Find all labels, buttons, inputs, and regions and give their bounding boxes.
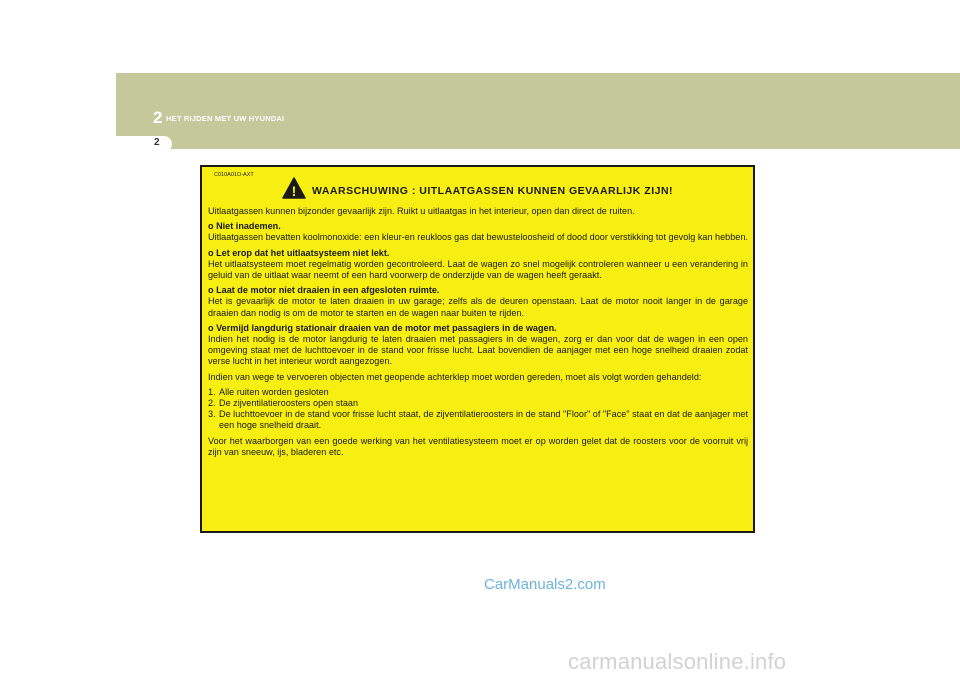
warning-bullet — [208, 221, 748, 243]
page-number-tab — [116, 136, 172, 152]
transport-steps — [208, 387, 748, 432]
warning-icon-glyph: ! — [291, 183, 297, 199]
chapter-number: 2 — [153, 108, 163, 127]
warning-bullet — [208, 248, 748, 282]
page-number: 2 — [154, 137, 160, 148]
step-text: Alle ruiten worden gesloten — [219, 386, 329, 397]
warning-bullet-heading: o Laat de motor niet draaien in een afgesloten ruimte. — [208, 285, 440, 296]
warning-bullet-heading: o Vermijd langdurig stationair draaien van de motor met passagiers in de wagen. — [208, 322, 557, 333]
warning-bullet-text: Uitlaatgassen bevatten koolmonoxide: een kleur-en reukloos gas dat bewusteloosheid of dood door verstikking tot gevolg kan hebben. — [208, 232, 748, 243]
transport-intro: Indien van wege te vervoeren objecten met geopende achterklep moet worden gereden, moet als volgt worden gehandeld: — [208, 371, 702, 382]
warning-title: WAARSCHUWING : UITLAATGASSEN KUNNEN GEVAARLIJK ZIJN! — [312, 185, 674, 197]
warning-bullet-heading: o Niet inademen. — [208, 221, 281, 232]
step-number: 1. — [208, 386, 216, 397]
step-text: De zijventilatieroosters open staan — [219, 398, 359, 409]
step-text: De luchttoevoer in de stand voor frisse lucht staat, de zijventilatieroosters in de stand "Floor" of "Face" staat en dat de aanjager met een hoge snelheid draait. — [219, 409, 748, 431]
warning-bullet-heading: o Let erop dat het uitlaatsysteem niet lekt. — [208, 247, 390, 258]
chapter-header-band — [116, 73, 960, 149]
warning-box — [200, 165, 755, 533]
list-item — [208, 398, 748, 409]
warning-bullet-text: Het uitlaatsysteem moet regelmatig worden gecontroleerd. Laat de wagen zo snel mogelijk controleren wanneer u een verandering in geluid van de uitlaat waar neemt of een hard voorwerp de onderzijde van de wagen heeft geraakt. — [208, 258, 748, 281]
warning-bullet-text: Het is gevaarlijk de motor te laten draaien in uw garage; zelfs als de deuren openstaan. Laat de motor nooit langer in de garage draaien dan nodig is om de motor te starten en de wagen naar buiten te rijden. — [208, 296, 748, 318]
list-item — [208, 387, 748, 398]
warning-bullet — [208, 323, 748, 368]
list-item — [208, 409, 748, 431]
carmanualsonline-watermark: carmanualsonline.info — [568, 649, 787, 674]
carmanuals2-watermark-link[interactable]: CarManuals2.com — [484, 576, 606, 593]
step-number: 3. — [208, 409, 216, 420]
warning-exclamation-icon — [282, 177, 306, 199]
closing-note: Voor het waarborgen van een goede werking van het ventilatiesysteem moet er op worden gelet dat de roosters voor de voorruit vrij zijn van sneeuw, ijs, bladeren etc. — [208, 435, 748, 457]
chapter-title: HET RIJDEN MET UW HYUNDAI — [166, 114, 285, 123]
warning-bullet-text: Indien het nodig is de motor langdurig te laten draaien met passagiers in de wagen, zorg er dan voor dat de wagen in een open omgeving staat met de luchttoevoer in de stand voor frisse lucht. Laat bovendien de aanjager met een hoge snelheid draaien zodat verse lucht in het interieur wordt aangezogen. — [208, 334, 748, 367]
warning-bullet — [208, 285, 748, 319]
warning-code: C010A01O-AXT — [214, 172, 254, 178]
step-number: 2. — [208, 398, 216, 409]
warning-intro: Uitlaatgassen kunnen bijzonder gevaarlijk zijn. Ruikt u uitlaatgas in het interieur, open dan direct de ruiten. — [208, 206, 635, 216]
warning-body — [208, 206, 748, 462]
